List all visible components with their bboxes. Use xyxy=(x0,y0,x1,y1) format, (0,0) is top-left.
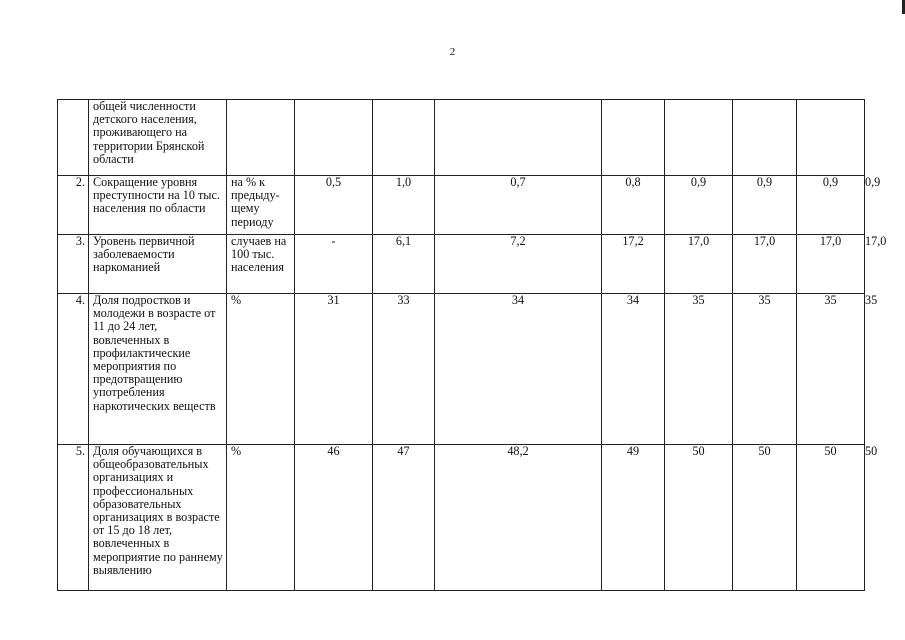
indicator-value: 35 xyxy=(824,293,837,307)
indicator-name: Сокращение уровня преступности на 10 тыс. населения по области xyxy=(89,176,227,235)
indicator-value: 0,9 xyxy=(822,175,839,189)
indicator-value-cell xyxy=(665,294,733,445)
indicator-name: Доля подростков и молодежи в возрасте от 11 до 24 лет, вовлеченных в профилактические мероприятия по предотвращению употребления наркотических веществ xyxy=(89,294,227,445)
row-number: 5. xyxy=(58,445,89,591)
table-row xyxy=(58,445,865,591)
indicator-value-cell xyxy=(435,445,602,591)
indicator-value: 34 xyxy=(626,293,640,307)
indicator-value: 1,0 xyxy=(395,175,412,189)
indicator-value-cell xyxy=(373,235,435,294)
indicator-value-cell xyxy=(733,176,797,235)
indicator-value-cell xyxy=(435,176,602,235)
row-number: 3. xyxy=(58,235,89,294)
indicator-value-cell xyxy=(665,235,733,294)
indicator-value-cell xyxy=(797,176,865,235)
indicator-value-cell xyxy=(733,445,797,591)
indicators-table xyxy=(57,99,887,591)
indicator-value: 50 xyxy=(758,444,771,458)
indicator-value-cell xyxy=(373,294,435,445)
indicator-value: 49 xyxy=(626,444,640,458)
indicator-value: 47 xyxy=(397,444,410,458)
indicator-value: 0,9 xyxy=(756,175,773,189)
unit-of-measure: % xyxy=(227,445,295,591)
indicator-value: 50 xyxy=(865,444,878,458)
indicator-value: 17,0 xyxy=(865,234,887,248)
table-row xyxy=(58,294,865,445)
indicator-value-cell xyxy=(435,294,602,445)
indicator-value: 50 xyxy=(824,444,837,458)
indicator-value: 17,0 xyxy=(753,234,776,248)
indicator-value: 50 xyxy=(692,444,705,458)
indicator-value-cell xyxy=(435,100,602,176)
indicator-value: 0,5 xyxy=(325,175,342,189)
indicator-value: 34 xyxy=(511,293,525,307)
indicator-value-cell xyxy=(373,445,435,591)
indicator-value: 17,2 xyxy=(622,234,644,248)
indicator-value: 46 xyxy=(327,444,340,458)
indicator-value-cell xyxy=(797,445,865,591)
indicator-value-cell xyxy=(295,100,373,176)
indicator-value-cell xyxy=(295,176,373,235)
indicator-value: 6,1 xyxy=(395,234,412,248)
indicator-value-cell xyxy=(435,235,602,294)
indicator-value: - xyxy=(331,234,336,248)
indicator-value: 0,9 xyxy=(865,175,881,189)
table-row xyxy=(58,176,865,235)
indicator-value: 33 xyxy=(397,293,410,307)
indicator-value-cell xyxy=(295,235,373,294)
row-number: 4. xyxy=(58,294,89,445)
indicator-value-cell xyxy=(733,100,797,176)
indicator-value-cell xyxy=(797,235,865,294)
indicator-value-cell xyxy=(733,294,797,445)
unit-of-measure: % xyxy=(227,294,295,445)
indicator-value-cell xyxy=(665,445,733,591)
indicator-value: 35 xyxy=(692,293,705,307)
indicator-value-cell xyxy=(602,294,665,445)
indicator-value-cell xyxy=(295,294,373,445)
unit-of-measure: на % к предыду-щему периоду xyxy=(227,176,295,235)
indicator-value: 35 xyxy=(758,293,771,307)
indicator-value: 7,2 xyxy=(510,234,526,248)
row-number xyxy=(58,100,89,176)
indicator-name: Уровень первичной заболеваемости наркоманией xyxy=(89,235,227,294)
indicator-value-cell xyxy=(373,176,435,235)
indicator-value-cell xyxy=(665,176,733,235)
indicator-value-cell xyxy=(295,445,373,591)
unit-of-measure: случаев на 100 тыс. населения xyxy=(227,235,295,294)
indicator-value: 0,9 xyxy=(690,175,707,189)
table-row xyxy=(58,100,865,176)
indicator-value: 0,8 xyxy=(625,175,641,189)
indicator-value: 35 xyxy=(865,293,878,307)
indicator-name: общей численности детского населения, проживающего на территории Брянской области xyxy=(89,100,227,176)
indicator-value-cell xyxy=(602,100,665,176)
indicator-value: 48,2 xyxy=(507,444,529,458)
indicator-value: 0,7 xyxy=(510,175,526,189)
indicator-value-cell xyxy=(733,235,797,294)
indicator-value-cell xyxy=(797,100,865,176)
indicator-value-cell xyxy=(373,100,435,176)
table-row xyxy=(58,235,865,294)
row-number: 2. xyxy=(58,176,89,235)
indicator-value-cell xyxy=(797,294,865,445)
indicator-value: 31 xyxy=(327,293,340,307)
indicator-value-cell xyxy=(602,445,665,591)
indicator-value: 17,0 xyxy=(687,234,710,248)
indicator-value-cell xyxy=(602,235,665,294)
indicator-name: Доля обучающихся в общеобразовательных организациях и профессиональных образовательных организациях в возрасте от 15 до 18 лет, вовлеченных в мероприятие по раннему выявлению xyxy=(89,445,227,591)
indicator-value-cell xyxy=(602,176,665,235)
indicator-value: 17,0 xyxy=(819,234,842,248)
unit-of-measure xyxy=(227,100,295,176)
indicator-value-cell xyxy=(665,100,733,176)
page-number: 2 xyxy=(449,46,456,58)
